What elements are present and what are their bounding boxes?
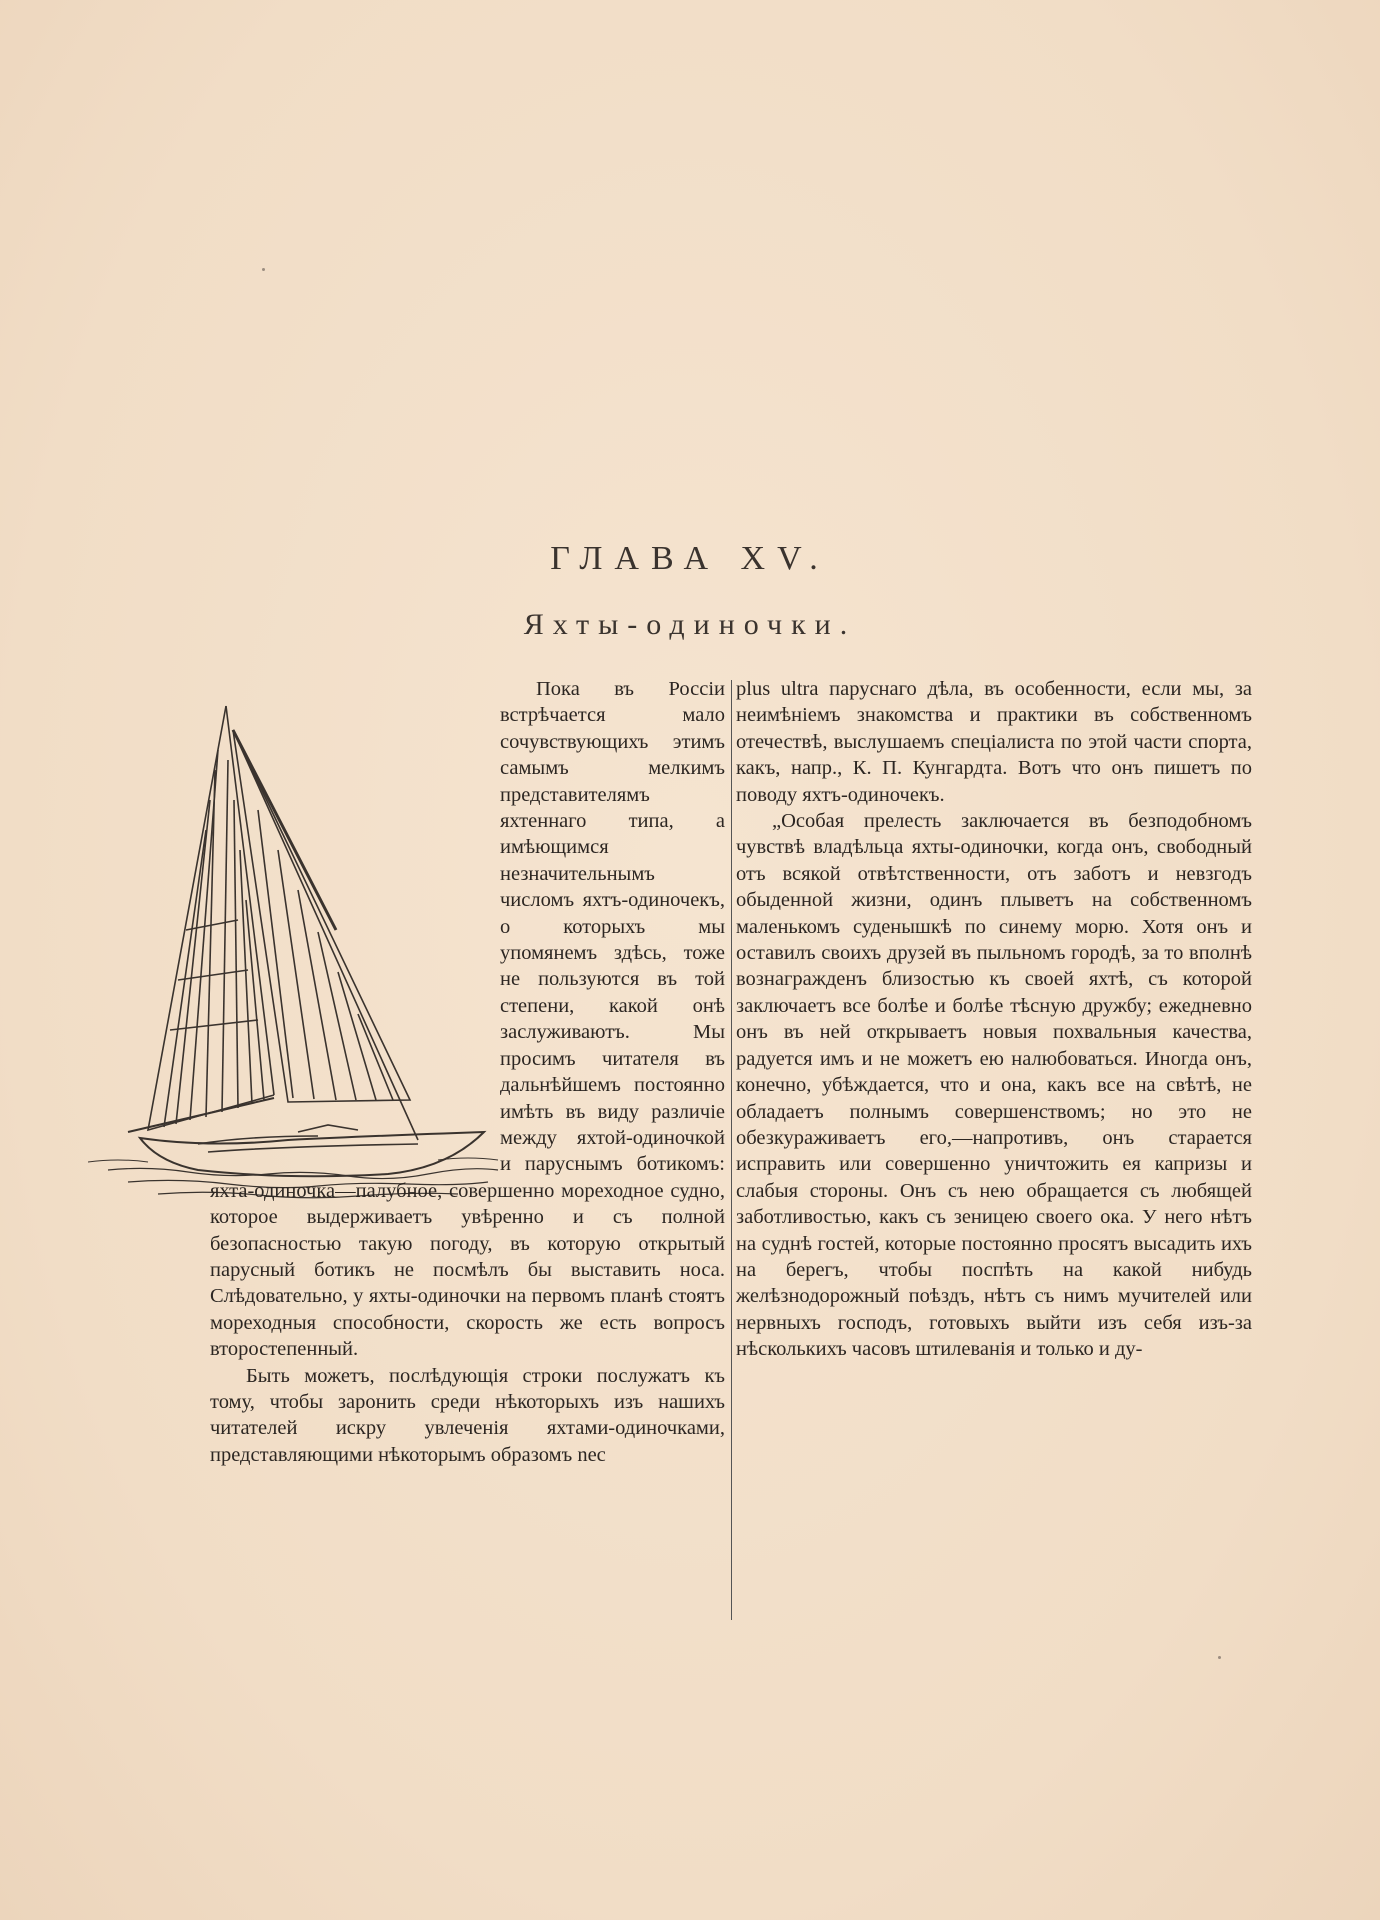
chapter-subtitle: Яхты-одиночки.	[523, 608, 857, 641]
column-divider	[731, 680, 732, 1620]
paper-speck	[1218, 1656, 1221, 1659]
paragraph: „Особая прелесть заключается въ безподобномъ чувствѣ владѣльца яхты-одиночки, когда онъ, свободный отъ всякой отвѣтственности, отъ заботъ и невзгодъ обыденной жизни, одинъ плыветъ на собственномъ маленькомъ суденышкѣ по синему морю. Хотя онъ и оставилъ своихъ друзей въ пыльномъ городѣ, за то вполнѣ вознагражденъ близостью къ своей яхтѣ, съ которой заключаетъ все болѣе и болѣе тѣсную дружбу; ежедневно онъ въ ней открываетъ новыя похвальныя качества, радуется имъ и не можетъ ею налюбоваться. Иногда онъ, конечно, убѣждается, что и она, какъ все на свѣтѣ, не обладаетъ полнымъ совершенствомъ; но это не обезкураживаетъ его,—напротивъ, онъ старается исправить или совершенно уничтожить ея капризы и слабыя стороны. Онъ съ нею обращается съ любящей заботливостью, какъ съ зеницею своего ока. У него нѣтъ на суднѣ гостей, которые постоянно просятъ высадить ихъ на берегъ, чтобы поспѣть на какой нибудь желѣзнодорожный поѣздъ, нѣтъ съ нимъ мучителей или нервныхъ господъ, готовыхъ выйти изъ себя изъ-за нѣсколькихъ часовъ штилеванія и только и ду-	[736, 810, 1252, 1361]
paragraph: Пока въ Россіи встрѣчается мало сочувствующихъ этимъ самымъ мелкимъ представителямъ яхтеннаго типа, а имѣющимся незначительнымъ числомъ яхтъ-одиночекъ, о которыхъ мы упомянемъ здѣсь, тоже не пользуются въ той степени, какой онѣ заслуживаютъ. Мы просимъ читателя въ дальнѣйшемъ постоянно имѣть въ виду различіе между яхтой-одиночкой и паруснымъ ботикомъ: яхта-одиночка—палубное, совершенно мореходное судно, которое выдерживаетъ увѣренно и съ полной безопасностью такую погоду, въ которую открытый парусный ботикъ не посмѣлъ бы выставить носа. Слѣдовательно, у яхты-одиночки на первомъ планѣ стоятъ мореходныя способности, скорость же есть вопросъ второстепенный.	[210, 678, 725, 1361]
chapter-title: ГЛАВА XV.	[550, 540, 830, 577]
paragraph: plus ultra паруснаго дѣла, въ особенности, если мы, за неимѣніемъ знакомства и практики въ собственномъ отечествѣ, выслушаемъ спеціалиста по этой части спорта, какъ, напр., К. П. Кунгардта. Вотъ что онъ пишетъ по поводу яхтъ-одиночекъ.	[736, 678, 1252, 806]
paper-speck	[262, 268, 265, 271]
left-column	[210, 676, 725, 1468]
right-column	[736, 676, 1252, 1363]
paragraph: Быть можетъ, послѣдующія строки послужатъ къ тому, чтобы заронить среди нѣкоторыхъ изъ нашихъ читателей искру увлеченія яхтами-одиночками, представляющими нѣкоторымъ образомъ nec	[210, 1364, 725, 1466]
illustration-wrap-space	[210, 676, 500, 1176]
